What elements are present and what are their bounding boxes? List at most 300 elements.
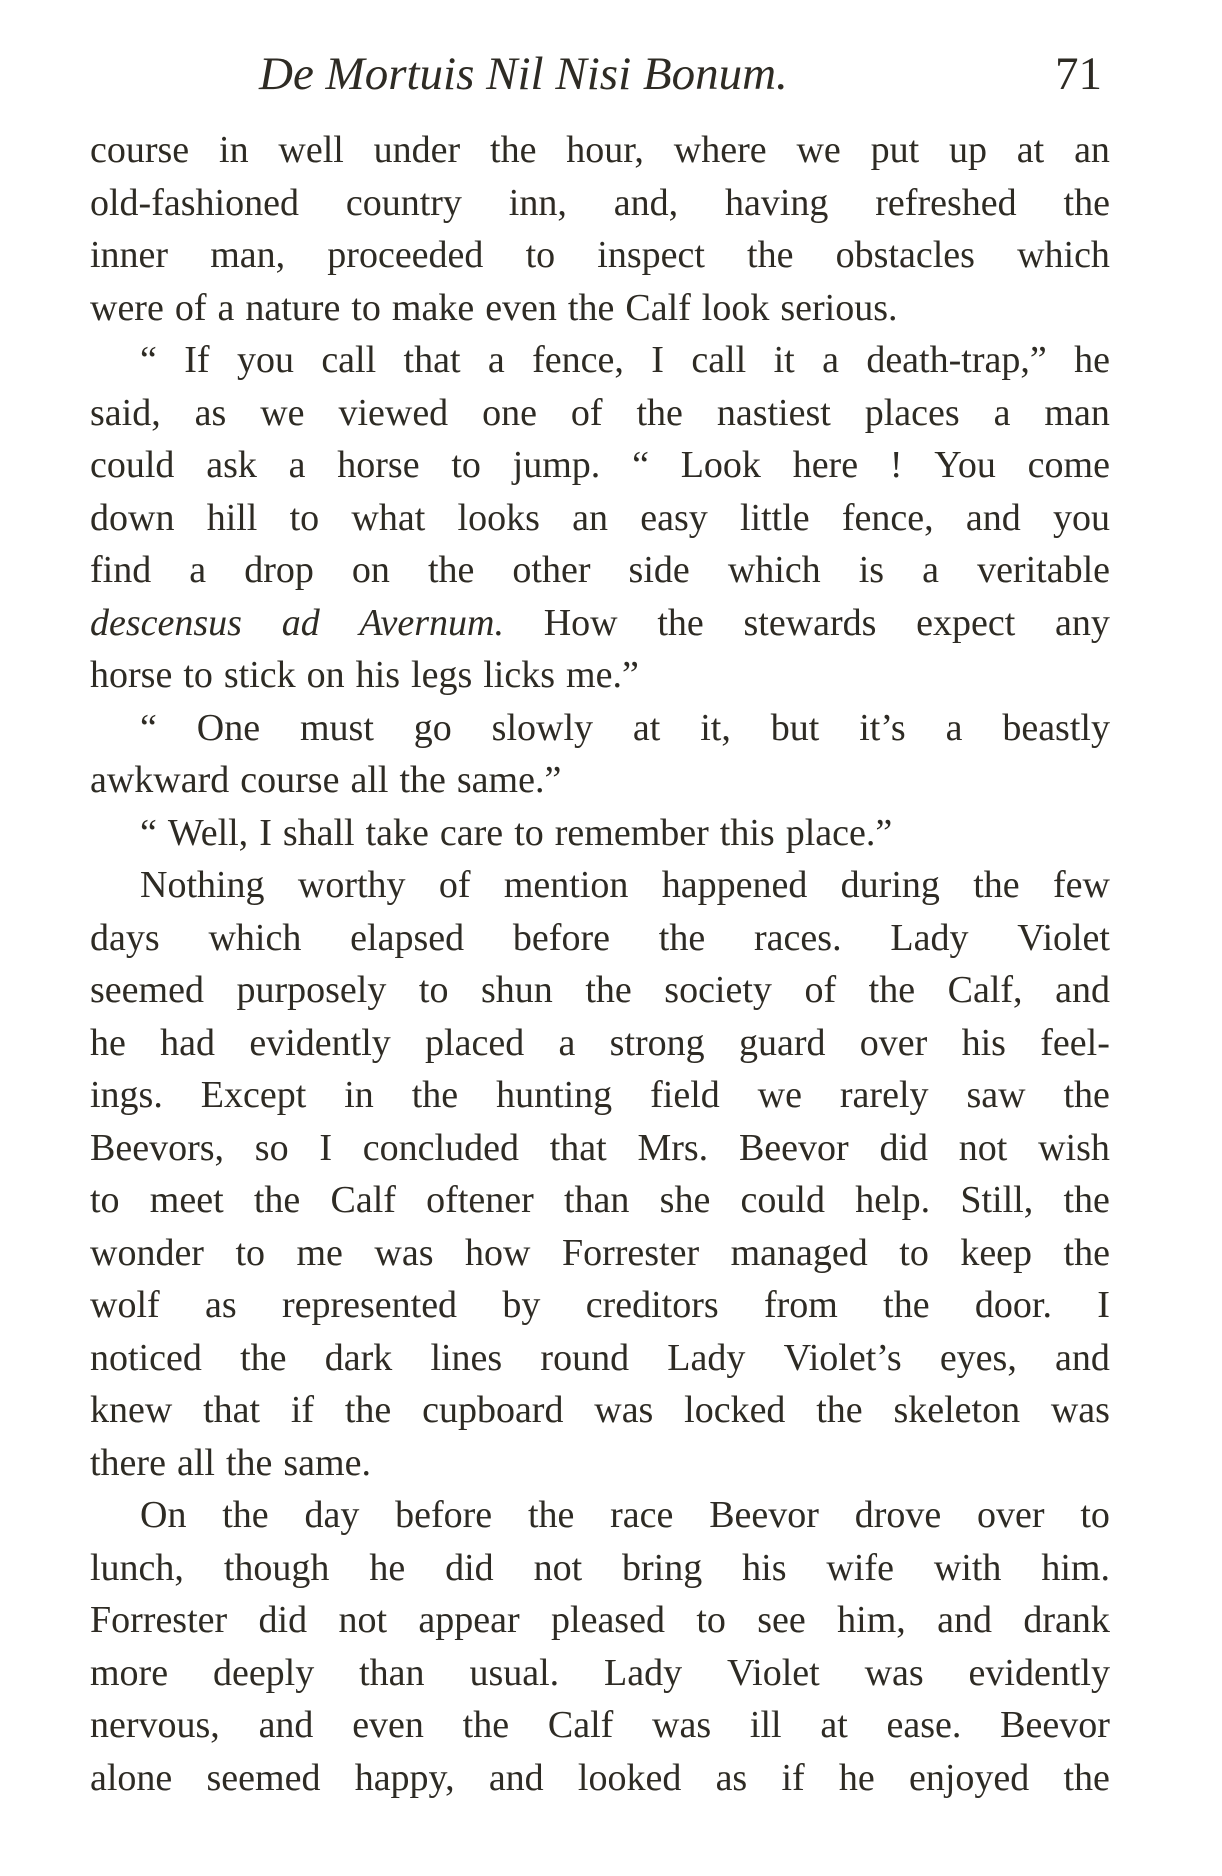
word: nastiest <box>716 391 831 434</box>
word: Violet’s <box>783 1336 902 1379</box>
word: this <box>719 811 775 854</box>
word: to <box>525 234 556 276</box>
word: said, <box>90 391 161 434</box>
word: go <box>413 706 452 749</box>
word: a <box>288 444 306 486</box>
word: hunting <box>496 1074 613 1116</box>
word: meet <box>149 1179 224 1221</box>
word: than <box>564 1179 630 1221</box>
word: drop <box>244 549 314 591</box>
word: Beevors, <box>90 1126 225 1169</box>
word: before <box>512 916 610 959</box>
text-line <box>90 1489 1110 1542</box>
word: must <box>299 706 374 749</box>
word: did <box>445 1546 494 1589</box>
word: which <box>727 549 821 591</box>
word: which <box>1017 234 1110 276</box>
word: man <box>1044 391 1110 434</box>
word: Lady <box>890 916 969 959</box>
text-line <box>90 1594 1110 1647</box>
word: guard <box>738 1021 826 1064</box>
word: One <box>196 706 261 749</box>
word: to <box>235 1231 266 1274</box>
word: here <box>792 444 859 486</box>
word: same. <box>283 1441 371 1484</box>
word: me <box>296 1231 343 1274</box>
word: ask <box>206 444 257 486</box>
text-line <box>90 439 1110 492</box>
word: the <box>222 1494 269 1536</box>
word: Forrester <box>561 1231 700 1274</box>
text-line <box>90 177 1110 230</box>
word: serious. <box>780 286 898 329</box>
word: wish <box>1038 1126 1110 1169</box>
word: to <box>90 1179 120 1221</box>
text-line <box>90 807 1110 860</box>
word: Lady <box>667 1336 746 1379</box>
word: the <box>1063 1231 1110 1274</box>
word: his <box>961 1021 1006 1064</box>
word: an <box>1074 129 1110 171</box>
text-line <box>90 1542 1110 1595</box>
word: of <box>804 969 837 1011</box>
word: wolf <box>90 1284 160 1326</box>
word: the <box>462 1704 510 1746</box>
word: the <box>1063 1179 1110 1221</box>
word: were <box>90 286 164 329</box>
word: make <box>391 286 475 329</box>
word: but <box>770 706 820 749</box>
word: did <box>258 1599 308 1641</box>
word: worthy <box>297 864 406 906</box>
word: race <box>610 1494 674 1536</box>
word: was <box>1050 1389 1110 1431</box>
word: I <box>1097 1284 1110 1326</box>
word: represented <box>281 1284 458 1326</box>
word: that <box>203 1389 261 1431</box>
word: of <box>570 391 603 434</box>
word: up <box>948 129 987 171</box>
word: even <box>485 286 557 329</box>
word: the <box>240 1336 287 1379</box>
word: I <box>651 339 664 381</box>
word: help. <box>855 1179 931 1221</box>
word: nature <box>245 286 341 329</box>
word: course <box>240 759 340 801</box>
word: society <box>664 969 772 1011</box>
page-number: 71 <box>1055 48 1102 100</box>
text-line <box>90 702 1110 755</box>
word: was <box>864 1651 924 1694</box>
word: lunch, <box>90 1546 184 1589</box>
word: How <box>543 601 618 644</box>
word: the <box>411 1074 459 1116</box>
word: find <box>90 549 152 591</box>
word: call <box>691 339 747 381</box>
word: drank <box>1023 1599 1110 1641</box>
word: look <box>701 286 770 329</box>
running-title: De Mortuis Nil Nisi Bonum. <box>259 48 788 100</box>
word: dark <box>324 1336 393 1379</box>
word: If <box>184 339 210 381</box>
word: it’s <box>859 706 906 749</box>
word: well <box>278 129 344 171</box>
text-line <box>90 1647 1110 1700</box>
text-line <box>90 1699 1110 1752</box>
word: that <box>403 339 461 381</box>
word: descensus <box>90 601 242 644</box>
word: on <box>351 549 390 591</box>
word: a <box>189 549 207 591</box>
word: oftener <box>426 1179 534 1221</box>
text-line <box>90 597 1110 650</box>
word: if <box>290 1389 315 1431</box>
word: races. <box>754 916 842 959</box>
word: “ <box>140 811 157 854</box>
word: of <box>174 286 207 329</box>
word: pleased <box>551 1599 665 1641</box>
word: looked <box>577 1756 682 1799</box>
word: at <box>632 706 661 749</box>
word: we <box>796 129 841 171</box>
word: beastly <box>1002 706 1110 749</box>
word: obstacles <box>835 234 975 276</box>
word: as <box>194 391 227 434</box>
word: legs <box>411 654 473 696</box>
word: you <box>236 339 294 381</box>
word: take <box>365 811 429 854</box>
word: few <box>1052 864 1110 906</box>
word: an <box>572 496 608 539</box>
word: purposely <box>236 969 387 1011</box>
word: round <box>540 1336 630 1379</box>
word: to <box>899 1231 929 1274</box>
word: not <box>958 1126 1008 1169</box>
word: enjoyed <box>908 1756 1030 1799</box>
word: he <box>1074 339 1110 381</box>
word: more <box>90 1651 169 1694</box>
word: Calf <box>547 1704 614 1746</box>
word: seemed <box>90 969 204 1011</box>
word: that <box>549 1126 607 1169</box>
word: the <box>427 549 475 591</box>
word: to <box>696 1599 726 1641</box>
word: ad <box>281 601 320 644</box>
word: the <box>567 286 615 329</box>
word: on <box>306 654 345 696</box>
word: managed <box>730 1231 868 1274</box>
word: country <box>345 181 462 224</box>
text-line <box>90 124 1110 177</box>
word: to <box>183 654 213 696</box>
word: looks <box>457 496 540 539</box>
word: and <box>1055 1336 1110 1379</box>
word: appear <box>418 1599 520 1641</box>
word: refreshed <box>875 181 1017 224</box>
word: the <box>868 969 916 1011</box>
text-line <box>90 964 1110 1017</box>
word: and, <box>613 181 679 224</box>
word: see <box>757 1599 806 1641</box>
word: to <box>418 969 449 1011</box>
word: a <box>945 706 963 749</box>
word: placed <box>425 1021 525 1064</box>
word: mention <box>503 864 629 906</box>
word: even <box>352 1704 424 1746</box>
word: the <box>399 759 446 801</box>
word: hill <box>206 496 258 539</box>
word: all <box>176 1441 215 1484</box>
word: how <box>465 1231 531 1274</box>
word: the <box>1063 1756 1110 1799</box>
word: a <box>822 339 839 381</box>
body-text <box>90 124 1110 1804</box>
word: inn, <box>508 181 567 224</box>
word: to <box>351 286 381 329</box>
word: so <box>254 1126 289 1169</box>
word: down <box>90 496 175 539</box>
word: Violet <box>726 1651 820 1694</box>
word: there <box>90 1441 166 1484</box>
word: we <box>260 391 305 434</box>
word: slowly <box>491 706 594 749</box>
word: the <box>1063 1074 1110 1116</box>
word: skeleton <box>893 1389 1021 1431</box>
word: the <box>636 391 683 434</box>
word: “ <box>140 339 157 381</box>
word: the <box>344 1389 392 1431</box>
text-line <box>90 282 1110 335</box>
word: fence, <box>532 339 624 381</box>
word: Mrs. <box>637 1126 709 1169</box>
text-line <box>90 1122 1110 1175</box>
word: inner <box>90 234 169 276</box>
word: the <box>225 1441 273 1484</box>
text-line <box>90 1437 1110 1490</box>
word: he <box>369 1546 406 1589</box>
word: a <box>558 1021 576 1064</box>
text-line <box>90 1017 1110 1070</box>
word: eyes, <box>939 1336 1017 1379</box>
word: the <box>883 1284 930 1326</box>
word: stick <box>223 654 296 696</box>
word: remember <box>554 811 709 854</box>
word: death-trap,” <box>866 339 1047 381</box>
text-line <box>90 1384 1110 1437</box>
word: the <box>585 969 632 1011</box>
word: wonder <box>90 1231 204 1274</box>
word: care <box>439 811 504 854</box>
word: during <box>840 864 940 906</box>
word: was <box>652 1704 712 1746</box>
text-line <box>90 1279 1110 1332</box>
word: to <box>514 811 544 854</box>
text-line <box>90 649 1110 702</box>
word: under <box>373 129 461 171</box>
word: fence, <box>841 496 934 539</box>
word: had <box>160 1021 216 1064</box>
word: and <box>1055 969 1110 1011</box>
word: the <box>527 1494 575 1536</box>
word: other <box>512 549 591 591</box>
word: proceeded <box>327 234 484 276</box>
text-line <box>90 754 1110 807</box>
word: Well, <box>167 811 249 854</box>
text-line <box>90 1174 1110 1227</box>
word: place.” <box>785 811 893 854</box>
word: call <box>321 339 377 381</box>
word: the <box>490 129 537 171</box>
text-line <box>90 1069 1110 1122</box>
word: shall <box>282 811 355 854</box>
word: to <box>451 444 481 486</box>
word: before <box>395 1494 493 1536</box>
word: over <box>859 1021 928 1064</box>
word: keep <box>960 1231 1033 1274</box>
word: if <box>781 1756 805 1799</box>
word: You <box>934 444 996 486</box>
word: and <box>488 1756 544 1799</box>
word: though <box>223 1546 330 1589</box>
word: a <box>217 286 235 329</box>
word: the <box>1063 181 1110 224</box>
word: all <box>350 759 389 801</box>
word: deeply <box>212 1651 315 1694</box>
word: strong <box>609 1021 705 1064</box>
word: by <box>502 1284 541 1326</box>
word: it <box>773 339 795 381</box>
word: bring <box>622 1546 703 1589</box>
word: his <box>355 654 401 696</box>
word: where <box>673 129 767 171</box>
word: and <box>258 1704 314 1746</box>
word: feel- <box>1040 1021 1110 1064</box>
word: at <box>820 1704 848 1746</box>
word: door. <box>974 1284 1052 1326</box>
text-line <box>90 859 1110 912</box>
word: Lady <box>604 1651 683 1694</box>
word: the <box>253 1179 301 1221</box>
word: creditors <box>585 1284 719 1326</box>
word: in <box>219 129 249 171</box>
word: ! <box>889 444 903 486</box>
text-line <box>90 1332 1110 1385</box>
word: jump. <box>512 444 601 486</box>
word: me.” <box>566 654 639 696</box>
word: he <box>838 1756 875 1799</box>
word: with <box>933 1546 1002 1589</box>
word: a <box>922 549 940 591</box>
word: viewed <box>338 391 449 434</box>
word: Beevor <box>738 1126 849 1169</box>
word: was <box>594 1389 654 1431</box>
word: of <box>438 864 471 906</box>
word: which <box>208 916 302 959</box>
word: his <box>742 1546 787 1589</box>
text-line <box>90 387 1110 440</box>
word: and <box>965 496 1021 539</box>
word: could <box>90 444 175 486</box>
word: Beevor <box>1000 1704 1110 1746</box>
word: you <box>1052 496 1110 539</box>
running-head <box>90 44 1120 104</box>
word: at <box>1016 129 1045 171</box>
word: awkward <box>90 759 230 801</box>
word: is <box>858 549 885 591</box>
word: little <box>739 496 810 539</box>
word: the <box>658 916 706 959</box>
word: usual. <box>469 1651 560 1694</box>
word: to <box>1080 1494 1110 1536</box>
text-line <box>90 334 1110 387</box>
word: one <box>482 391 537 434</box>
word: I <box>319 1126 333 1169</box>
word: happy, <box>354 1756 455 1799</box>
word: not <box>533 1546 583 1589</box>
word: the <box>657 601 704 644</box>
word: in <box>344 1074 374 1116</box>
word: he <box>90 1021 126 1064</box>
word: Calf <box>625 286 691 329</box>
word: lines <box>430 1336 503 1379</box>
text-line <box>90 1227 1110 1280</box>
word: man, <box>210 234 286 276</box>
word: over <box>977 1494 1045 1536</box>
word: him, <box>837 1599 906 1641</box>
word: the <box>747 234 794 276</box>
word: cupboard <box>422 1389 564 1431</box>
word: the <box>973 864 1020 906</box>
word: Except <box>200 1074 307 1116</box>
word: I <box>259 811 272 854</box>
word: Avernum. <box>359 601 504 644</box>
word: stewards <box>743 601 877 644</box>
word: days <box>90 916 160 959</box>
word: locked <box>684 1389 786 1431</box>
word: having <box>724 181 829 224</box>
word: come <box>1027 444 1110 486</box>
word: ings. <box>90 1074 163 1116</box>
word: seemed <box>206 1756 321 1799</box>
word: inspect <box>597 234 705 276</box>
word: any <box>1055 601 1110 644</box>
word: than <box>359 1651 425 1694</box>
word: Still, <box>960 1179 1034 1221</box>
word: rarely <box>839 1074 929 1116</box>
word: licks <box>483 654 556 696</box>
text-line <box>90 912 1110 965</box>
word: easy <box>640 496 708 539</box>
word: old-fashioned <box>90 181 299 224</box>
word: day <box>304 1494 360 1536</box>
word: put <box>870 129 920 171</box>
word: noticed <box>90 1336 202 1379</box>
word: saw <box>966 1074 1026 1116</box>
word: Nothing <box>140 864 265 906</box>
word: knew <box>90 1389 173 1431</box>
word: Look <box>680 444 761 486</box>
word: him. <box>1041 1546 1110 1589</box>
word: to <box>289 496 320 539</box>
word: Calf <box>330 1179 396 1221</box>
word: alone <box>90 1756 173 1799</box>
word: Calf, <box>947 969 1023 1011</box>
word: ill <box>749 1704 782 1746</box>
word: it, <box>700 706 731 749</box>
word: Violet <box>1017 916 1110 959</box>
word: from <box>763 1284 838 1326</box>
word: drove <box>854 1494 942 1536</box>
